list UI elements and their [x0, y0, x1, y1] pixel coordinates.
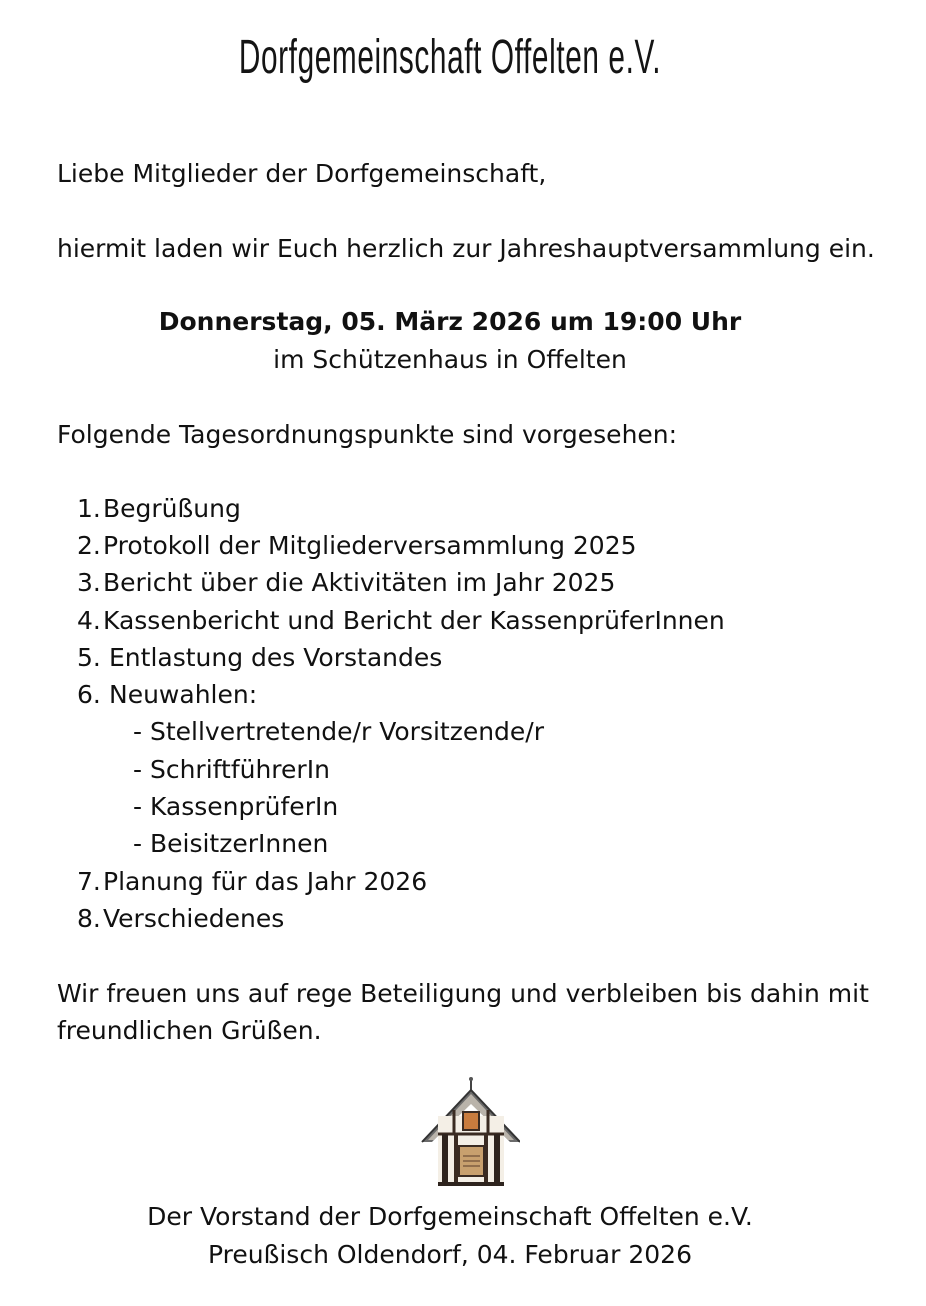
election-subitem: - KassenprüferIn: [133, 792, 339, 821]
agenda-item-number: 5.: [77, 643, 101, 672]
village-hut-logo-icon: [420, 1076, 520, 1186]
agenda-item-text: Begrüßung: [103, 494, 241, 523]
closing-text-line-2: freundlichen Grüßen.: [57, 1016, 322, 1045]
agenda-item-number: 3.: [77, 568, 101, 597]
meeting-location: im Schützenhaus in Offelten: [273, 345, 627, 374]
agenda-item-text: Verschiedenes: [103, 904, 285, 933]
agenda-item-text: Entlastung des Vorstandes: [109, 643, 443, 672]
agenda-intro: Folgende Tagesordnungspunkte sind vorgesehen:: [57, 420, 678, 449]
agenda-item-text: Planung für das Jahr 2026: [103, 867, 428, 896]
agenda-item-text: Protokoll der Mitgliederversammlung 2025: [103, 531, 637, 560]
agenda-item-number: 2.: [77, 531, 101, 560]
election-subitem: - BeisitzerInnen: [133, 829, 329, 858]
agenda-item-number: 8.: [77, 904, 101, 933]
meeting-date-time: Donnerstag, 05. März 2026 um 19:00 Uhr: [158, 307, 742, 336]
salutation: Liebe Mitglieder der Dorfgemeinschaft,: [57, 159, 547, 188]
place-date-line: Preußisch Oldendorf, 04. Februar 2026: [208, 1240, 692, 1269]
agenda-item-text: Neuwahlen:: [109, 680, 258, 709]
agenda-item-number: 1.: [77, 494, 101, 523]
agenda-item-text: Kassenbericht und Bericht der KassenprüferInnen: [103, 606, 725, 635]
agenda-item-number: 4.: [77, 606, 101, 635]
agenda-item-number: 6.: [77, 680, 101, 709]
closing-text-line-1: Wir freuen uns auf rege Beteiligung und verbleiben bis dahin mit: [57, 979, 869, 1008]
signature-line: Der Vorstand der Dorfgemeinschaft Offelten e.V.: [147, 1202, 753, 1231]
agenda-item-text: Bericht über die Aktivitäten im Jahr 2025: [103, 568, 616, 597]
election-subitem: - SchriftführerIn: [133, 755, 330, 784]
invitation-text: hiermit laden wir Euch herzlich zur Jahreshauptversammlung ein.: [57, 234, 875, 263]
letter-title: Dorfgemeinschaft Offelten e.V.: [238, 31, 662, 84]
agenda-item-number: 7.: [77, 867, 101, 896]
election-subitem: - Stellvertretende/r Vorsitzende/r: [133, 717, 545, 746]
